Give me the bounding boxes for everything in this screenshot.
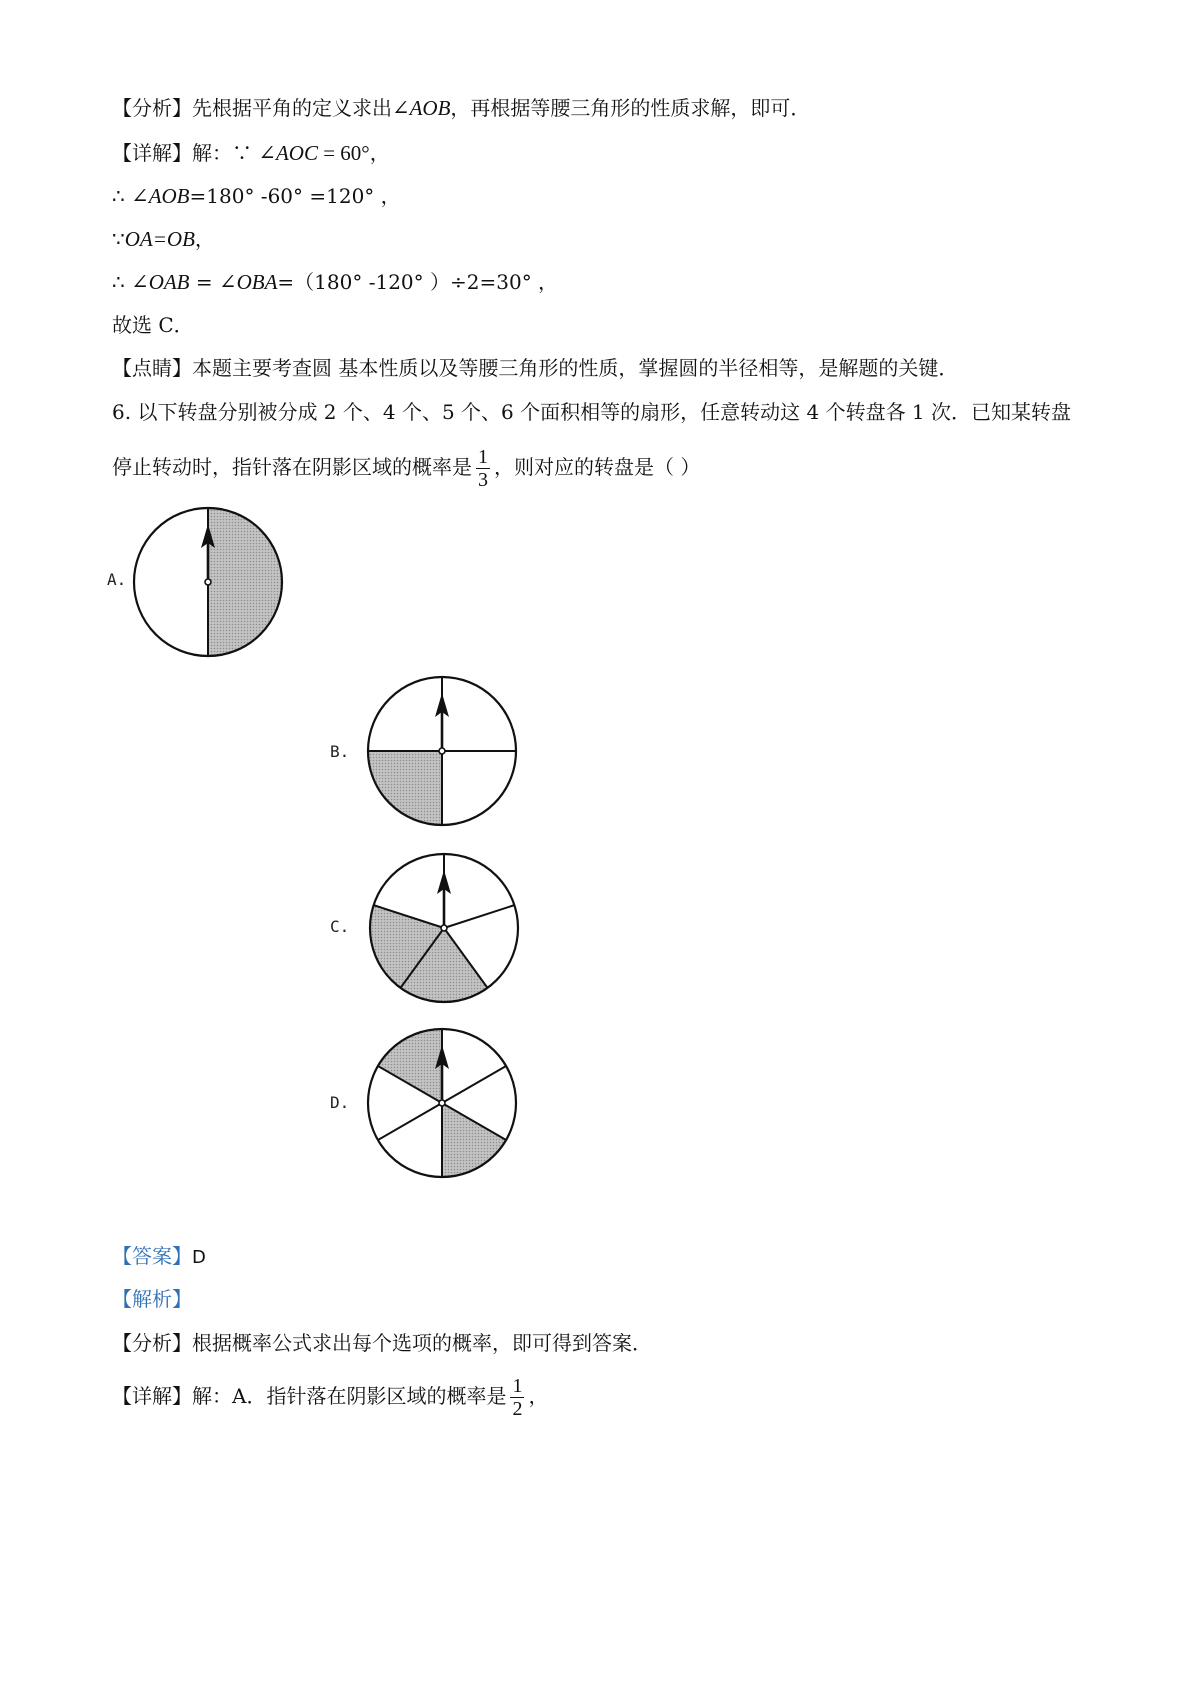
option-label-d: D. — [330, 1093, 350, 1112]
step-line — [112, 182, 401, 210]
option-label-a: A. — [107, 570, 127, 589]
shaded-sector — [208, 508, 282, 656]
text: 故选 C． — [112, 313, 194, 337]
math-equation: OA=OB — [124, 227, 195, 251]
pivot-icon — [439, 748, 445, 754]
math-angle: ∠AOB — [392, 96, 451, 120]
section-tag: 【详解】 — [112, 1384, 192, 1408]
step-line — [112, 268, 558, 296]
question-text — [112, 446, 700, 491]
text: ∵ — [112, 227, 125, 251]
sector-divider — [444, 905, 514, 928]
spinner-d — [366, 1027, 518, 1179]
spinner-c — [368, 852, 520, 1004]
spinner-a — [132, 506, 284, 658]
fraction-denominator: 2 — [512, 1398, 523, 1420]
fraction-numerator: 1 — [512, 1375, 523, 1397]
pivot-icon — [439, 1100, 445, 1106]
choice-line — [112, 311, 194, 339]
text: 6. 以下转盘分别被分成 2 个、4 个、5 个、6 个面积相等的扇形，任意转动这 4 个转盘各 1 次．已知某转盘 — [112, 400, 1072, 424]
text: ，再根据等腰三角形的性质求解，即可． — [450, 96, 811, 120]
text: ， — [369, 141, 390, 165]
fraction — [510, 1375, 524, 1420]
text: =180° -60° =120° ， — [189, 184, 401, 208]
option-label-b: B. — [330, 742, 350, 761]
remark-line — [112, 354, 958, 382]
pivot-icon — [441, 925, 447, 931]
text: 解：A．指针落在阴影区域的概率是 — [192, 1384, 507, 1408]
text: ， — [528, 1384, 549, 1408]
spinner-b — [366, 675, 518, 827]
option-label-c: C. — [330, 917, 350, 936]
step-line — [112, 225, 215, 253]
analysis-line — [112, 1329, 652, 1357]
answer-line — [112, 1242, 206, 1272]
sector-divider — [442, 1066, 506, 1103]
fraction-denominator: 3 — [478, 469, 488, 491]
section-tag: 【分析】 — [112, 96, 192, 120]
fraction — [476, 446, 490, 491]
text: =（180° -120° ）÷2=30° ， — [277, 270, 559, 294]
text: 先根据平角的定义求出 — [192, 96, 392, 120]
answer-value: D — [192, 1247, 206, 1268]
fraction-numerator: 1 — [478, 446, 488, 468]
text: ∴ — [112, 270, 132, 294]
text: ∴ — [112, 184, 132, 208]
pivot-icon — [205, 579, 211, 585]
math-angle: ∠OAB — [131, 270, 190, 294]
text: ，则对应的转盘是（ ） — [494, 455, 701, 479]
analysis-heading — [112, 1285, 192, 1313]
detail-line — [112, 1375, 548, 1420]
text: 停止转动时，指针落在阴影区域的概率是 — [112, 455, 472, 479]
text: 解：∵ — [192, 141, 259, 165]
math-value: = 60° — [317, 141, 370, 165]
detail-line — [112, 139, 390, 167]
shaded-sector — [378, 1029, 442, 1103]
math-angle: ∠AOC — [258, 141, 318, 165]
section-tag: 【答案】 — [112, 1244, 192, 1268]
analysis-line — [112, 94, 810, 122]
section-tag: 【详解】 — [112, 141, 192, 165]
math-angle: ∠OBA — [219, 270, 278, 294]
text: 本题主要考查圆 基本性质以及等腰三角形的性质，掌握圆的半径相等，是解题的关键． — [192, 356, 959, 380]
section-tag: 【分析】 — [112, 1331, 192, 1355]
text: 根据概率公式求出每个选项的概率，即可得到答案． — [192, 1331, 652, 1355]
text: ， — [194, 227, 215, 251]
math-angle: ∠AOB — [131, 184, 190, 208]
question-text — [112, 398, 1071, 426]
sector-divider — [378, 1103, 442, 1140]
text: = — [189, 270, 219, 294]
section-tag: 【解析】 — [112, 1287, 192, 1311]
section-tag: 【点睛】 — [112, 356, 192, 380]
shaded-sector — [442, 1103, 506, 1177]
